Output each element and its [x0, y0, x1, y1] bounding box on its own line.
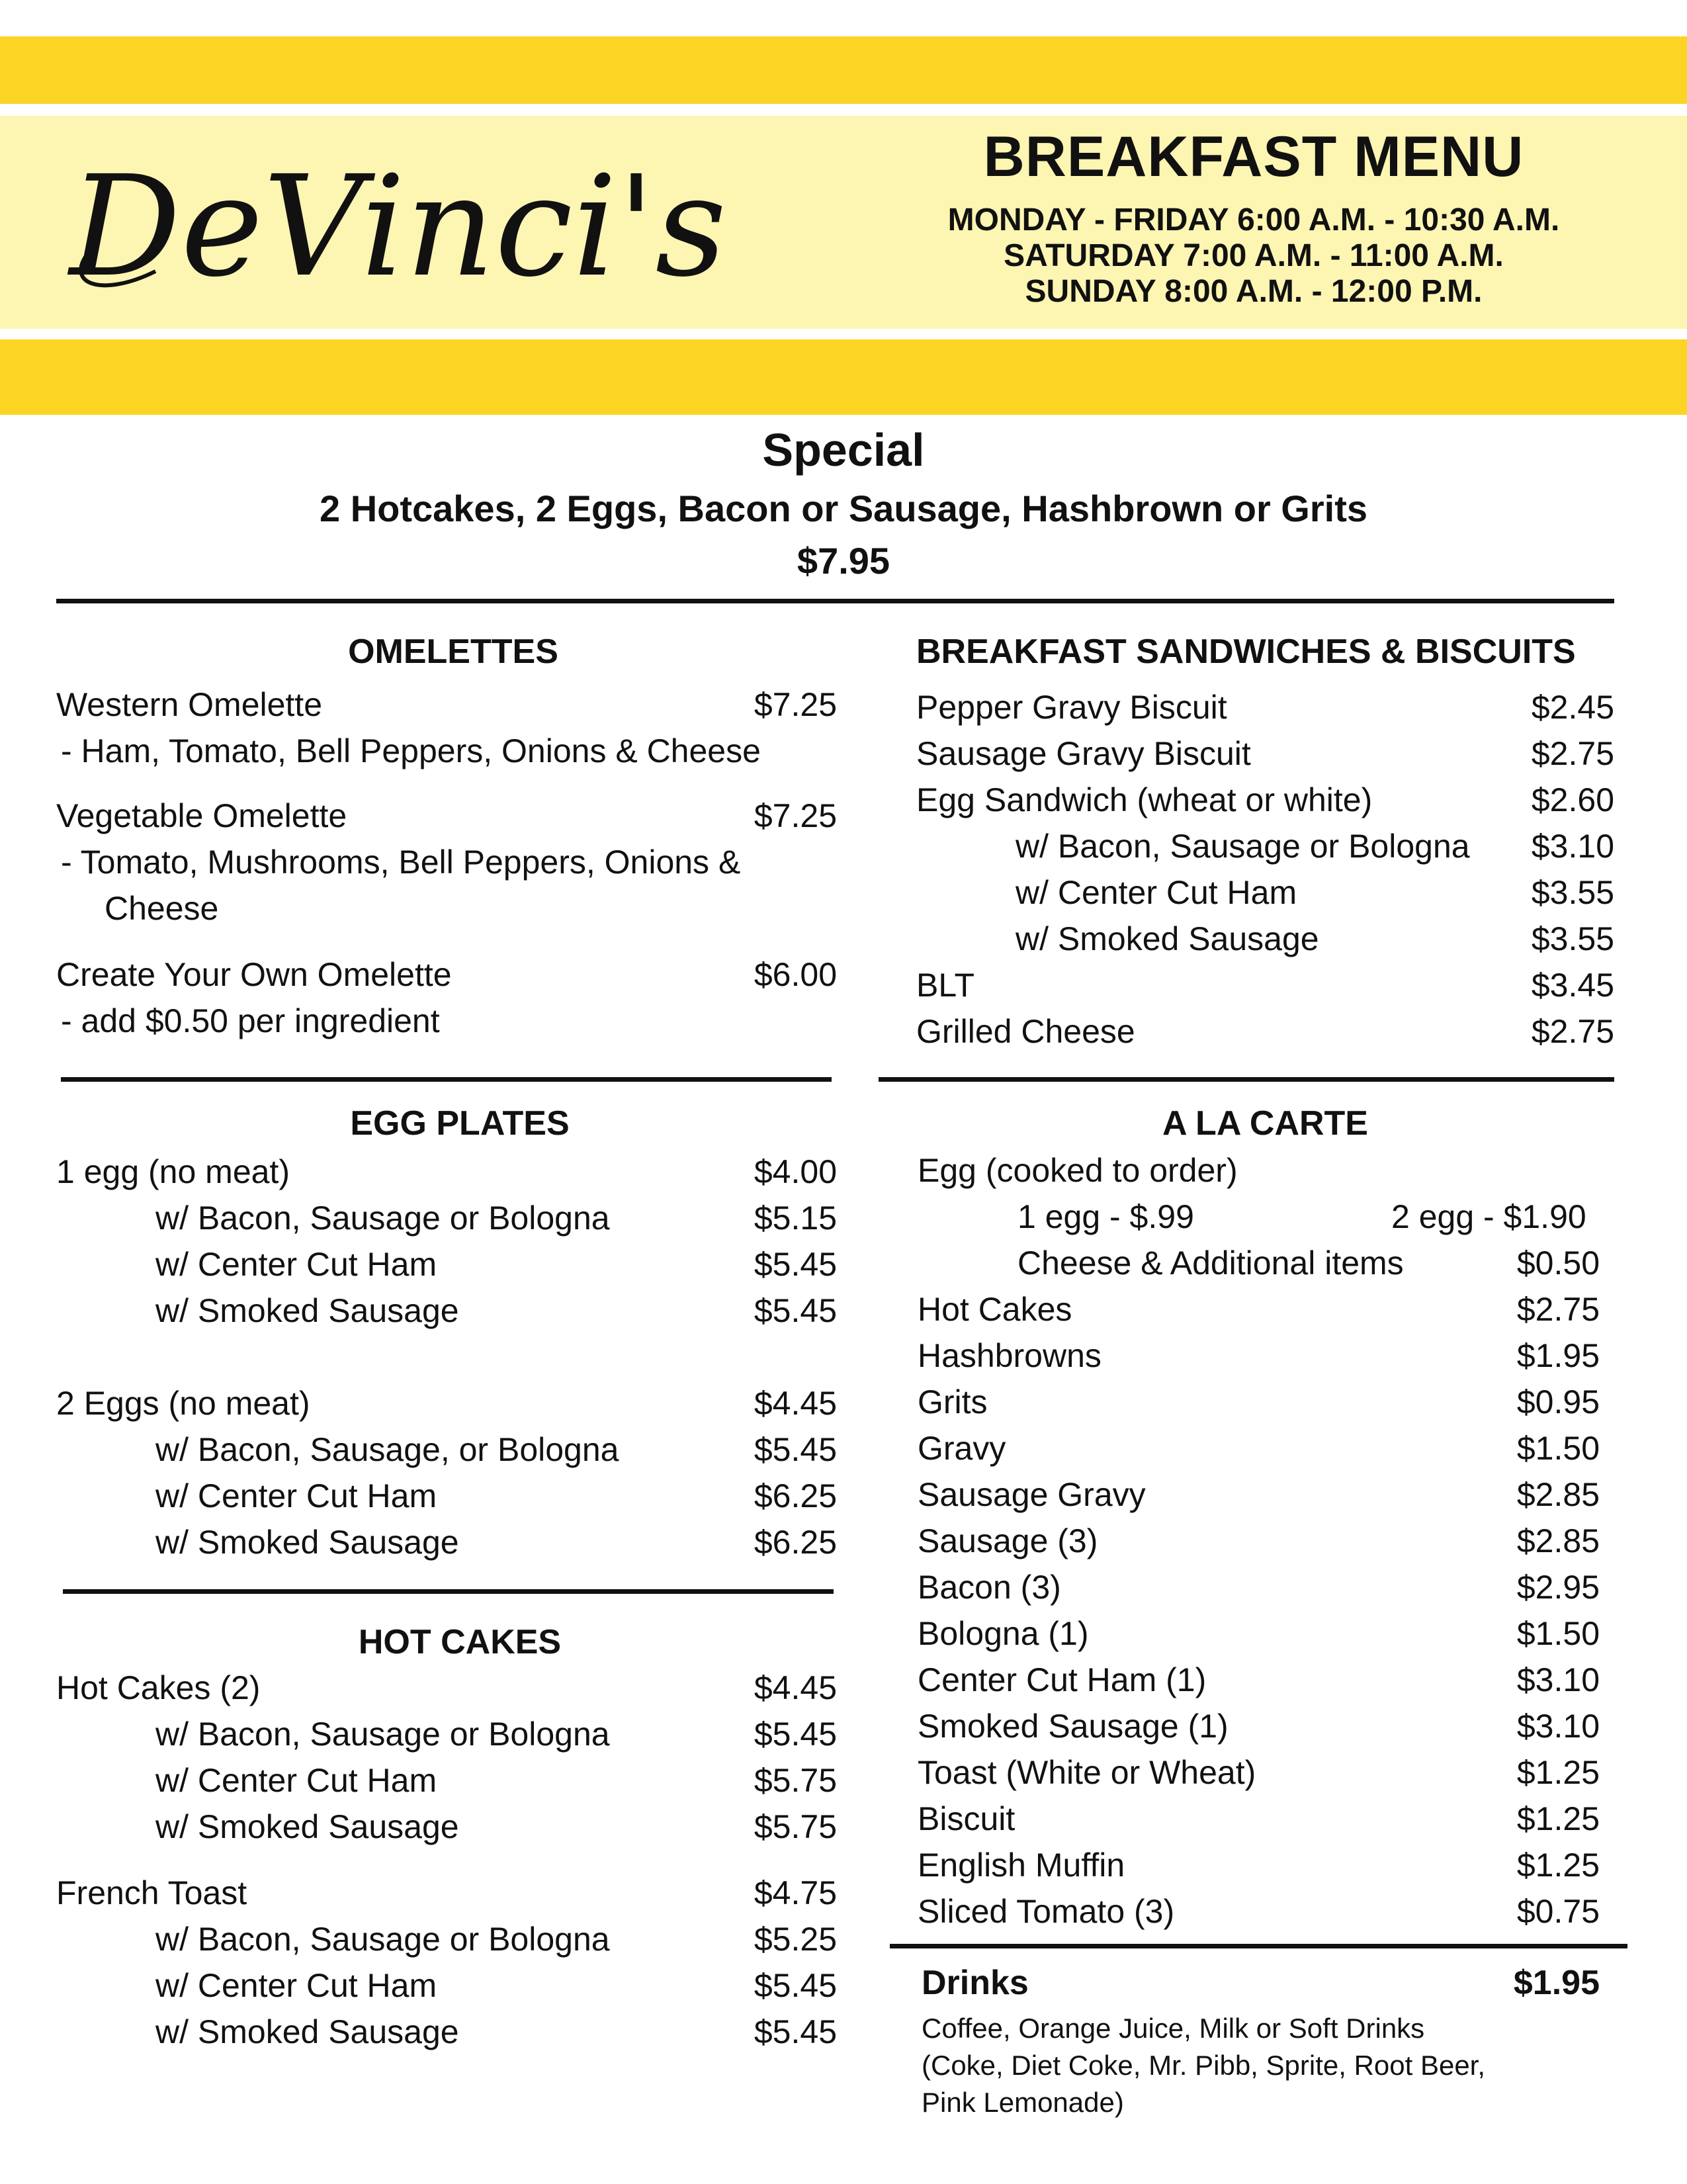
item-name: Sliced Tomato (3) — [918, 1893, 1175, 1930]
menu-option — [155, 2013, 837, 2059]
item-description-continued: Cheese — [105, 890, 219, 927]
item-name: Sausage Gravy Biscuit — [916, 735, 1251, 772]
item-name: Western Omelette — [56, 686, 323, 723]
item-price: $1.25 — [1516, 1847, 1600, 1884]
item-name: Hot Cakes (2) — [56, 1669, 261, 1706]
menu-option — [155, 1715, 837, 1761]
menu-item — [56, 1153, 837, 1199]
menu-item — [56, 1874, 837, 1920]
option-name: w/ Smoked Sausage — [155, 2013, 459, 2050]
hours-sunday: SUNDAY 8:00 A.M. - 12:00 P.M. — [1025, 274, 1483, 309]
item-price: $3.10 — [1516, 1708, 1600, 1745]
menu-item — [916, 1012, 1614, 1059]
logo-text: DeVinci's — [69, 146, 727, 308]
item-name: Smoked Sausage (1) — [918, 1708, 1229, 1745]
special-title: Special — [762, 424, 925, 476]
devincis-logo — [63, 119, 764, 324]
option-name: w/ Bacon, Sausage or Bologna — [155, 1716, 610, 1753]
drinks-description — [922, 2010, 1485, 2121]
item-price: $7.25 — [754, 686, 837, 723]
egg-plates-heading: EGG PLATES — [350, 1104, 570, 1143]
divider — [63, 1589, 834, 1594]
item-price: $2.95 — [1516, 1569, 1600, 1606]
menu-option — [155, 1430, 837, 1477]
item-name: Grilled Cheese — [916, 1013, 1135, 1050]
menu-item — [918, 1383, 1600, 1429]
two-egg-price: 2 egg - $1.90 — [1391, 1198, 1586, 1235]
menu-item — [918, 1522, 1600, 1568]
item-name: 2 Eggs (no meat) — [56, 1385, 310, 1422]
item-price: $4.45 — [754, 1385, 837, 1422]
hours-saturday: SATURDAY 7:00 A.M. - 11:00 A.M. — [1004, 238, 1504, 273]
option-price: $5.25 — [754, 1921, 837, 1958]
item-price: $2.45 — [1531, 689, 1614, 726]
option-name: w/ Bacon, Sausage or Bologna — [155, 1200, 610, 1237]
option-name: w/ Center Cut Ham — [1016, 874, 1297, 911]
item-name: Sausage Gravy — [918, 1476, 1146, 1513]
divider — [879, 1077, 1614, 1082]
item-price: $2.60 — [1531, 781, 1614, 818]
option-name: w/ Bacon, Sausage or Bologna — [1016, 828, 1470, 865]
menu-item — [918, 1290, 1600, 1336]
menu-option — [155, 1920, 837, 1966]
option-price: $0.50 — [1516, 1245, 1600, 1282]
item-price: $1.95 — [1516, 1337, 1600, 1374]
item-name: French Toast — [56, 1874, 247, 1911]
a-la-carte-heading: A LA CARTE — [1162, 1104, 1368, 1143]
option-name: w/ Smoked Sausage — [155, 1524, 459, 1561]
menu-item — [916, 966, 1614, 1012]
menu-item — [918, 1336, 1600, 1383]
item-price: $3.45 — [1531, 967, 1614, 1004]
item-price: $4.00 — [754, 1153, 837, 1190]
option-price: $3.55 — [1531, 920, 1614, 957]
menu-item — [918, 1568, 1600, 1614]
option-name: w/ Center Cut Ham — [155, 1477, 437, 1514]
item-price: $7.25 — [754, 797, 837, 834]
drinks-line: (Coke, Diet Coke, Mr. Pibb, Sprite, Root Beer, — [922, 2050, 1486, 2081]
item-name: Sausage (3) — [918, 1522, 1098, 1559]
drinks-line: Coffee, Orange Juice, Milk or Soft Drinks — [922, 2013, 1425, 2044]
hot-cakes-heading: HOT CAKES — [358, 1623, 562, 1661]
item-price: $1.25 — [1516, 1754, 1600, 1791]
egg-label: Egg (cooked to order) — [918, 1152, 1238, 1189]
option-price: $5.45 — [754, 1431, 837, 1468]
menu-option — [155, 1808, 837, 1854]
option-price: $5.45 — [754, 1292, 837, 1329]
item-name: Gravy — [918, 1430, 1006, 1467]
item-price: $2.85 — [1516, 1522, 1600, 1559]
menu-option — [155, 1245, 837, 1291]
item-price: $2.75 — [1516, 1291, 1600, 1328]
option-name: w/ Center Cut Ham — [155, 1762, 437, 1799]
menu-item — [56, 1384, 837, 1430]
menu-option — [155, 1966, 837, 2013]
menu-item — [916, 688, 1614, 734]
menu-item — [56, 685, 837, 732]
menu-item — [918, 1661, 1600, 1707]
item-price: $6.00 — [754, 956, 837, 993]
item-name: Egg Sandwich (wheat or white) — [916, 781, 1373, 818]
option-price: $5.75 — [754, 1762, 837, 1799]
option-price: $6.25 — [754, 1524, 837, 1561]
divider — [890, 1944, 1627, 1948]
item-name: Grits — [918, 1383, 988, 1420]
menu-option — [155, 1477, 837, 1523]
item-description: - add $0.50 per ingredient — [61, 1002, 440, 1039]
menu-item — [918, 1614, 1600, 1661]
drinks-heading: Drinks — [922, 1964, 1029, 2002]
divider — [56, 599, 1614, 603]
menu-option — [1016, 920, 1614, 966]
menu-option — [155, 1761, 837, 1808]
item-name: Create Your Own Omelette — [56, 956, 452, 993]
one-egg-price: 1 egg - $.99 — [1017, 1198, 1194, 1235]
option-price: $5.15 — [754, 1200, 837, 1237]
sandwiches-heading: BREAKFAST SANDWICHES & BISCUITS — [916, 633, 1576, 671]
drinks-price: $1.95 — [1513, 1964, 1600, 2002]
hours-weekday: MONDAY - FRIDAY 6:00 A.M. - 10:30 A.M. — [947, 202, 1560, 238]
menu-item — [918, 1892, 1600, 1939]
item-name: Bacon (3) — [918, 1569, 1061, 1606]
menu-option — [1016, 873, 1614, 920]
menu-item — [916, 734, 1614, 781]
option-price: $5.45 — [754, 2013, 837, 2050]
option-price: $6.25 — [754, 1477, 837, 1514]
item-price: $1.50 — [1516, 1615, 1600, 1652]
menu-title: BREAKFAST MENU — [983, 125, 1524, 189]
menu-item — [918, 1475, 1600, 1522]
option-name: w/ Center Cut Ham — [155, 1246, 437, 1283]
item-price: $0.75 — [1516, 1893, 1600, 1930]
option-name: w/ Bacon, Sausage, or Bologna — [155, 1431, 619, 1468]
item-price: $2.75 — [1531, 735, 1614, 772]
option-price: $5.45 — [754, 1716, 837, 1753]
option-price: $5.75 — [754, 1808, 837, 1845]
option-name: w/ Smoked Sausage — [155, 1808, 459, 1845]
menu-option — [1017, 1244, 1600, 1290]
option-name: Cheese & Additional items — [1017, 1245, 1404, 1282]
item-description: - Tomato, Mushrooms, Bell Peppers, Onions & — [61, 844, 741, 881]
item-name: Pepper Gravy Biscuit — [916, 689, 1227, 726]
opening-hours — [860, 202, 1647, 310]
item-price: $4.75 — [754, 1874, 837, 1911]
item-price: $2.85 — [1516, 1476, 1600, 1513]
header-top-band — [0, 36, 1687, 104]
item-price: $2.75 — [1531, 1013, 1614, 1050]
option-name: w/ Center Cut Ham — [155, 1967, 437, 2004]
menu-option — [1016, 827, 1614, 873]
option-name: w/ Smoked Sausage — [155, 1292, 459, 1329]
menu-item — [918, 1707, 1600, 1753]
option-price: $3.10 — [1531, 828, 1614, 865]
item-description: - Ham, Tomato, Bell Peppers, Onions & Cheese — [61, 732, 761, 769]
menu-item — [918, 1800, 1600, 1846]
special-price: $7.95 — [797, 540, 890, 582]
menu-item — [918, 1846, 1600, 1892]
item-price: $0.95 — [1516, 1383, 1600, 1420]
menu-item — [56, 1669, 837, 1715]
omelettes-heading: OMELETTES — [348, 633, 558, 671]
header-bottom-band — [0, 339, 1687, 415]
item-name: English Muffin — [918, 1847, 1125, 1884]
item-name: Biscuit — [918, 1800, 1016, 1837]
drinks-line: Pink Lemonade) — [922, 2087, 1124, 2118]
menu-item — [918, 1753, 1600, 1800]
item-name: Bologna (1) — [918, 1615, 1089, 1652]
menu-option — [155, 1199, 837, 1245]
menu-item — [918, 1429, 1600, 1475]
item-name: Hot Cakes — [918, 1291, 1072, 1328]
item-name: 1 egg (no meat) — [56, 1153, 290, 1190]
menu-option — [155, 1523, 837, 1569]
option-price: $3.55 — [1531, 874, 1614, 911]
menu-item — [916, 781, 1614, 827]
item-name: Vegetable Omelette — [56, 797, 347, 834]
menu-item — [56, 955, 837, 1002]
item-price: $3.10 — [1516, 1661, 1600, 1698]
item-name: BLT — [916, 967, 974, 1004]
item-price: $1.25 — [1516, 1800, 1600, 1837]
item-name: Hashbrowns — [918, 1337, 1102, 1374]
option-name: w/ Bacon, Sausage or Bologna — [155, 1921, 610, 1958]
option-name: w/ Smoked Sausage — [1016, 920, 1319, 957]
menu-option — [155, 1291, 837, 1338]
item-price: $1.50 — [1516, 1430, 1600, 1467]
menu-item — [56, 797, 837, 843]
option-price: $5.45 — [754, 1246, 837, 1283]
item-name: Center Cut Ham (1) — [918, 1661, 1207, 1698]
item-name: Toast (White or Wheat) — [918, 1754, 1256, 1791]
option-price: $5.45 — [754, 1967, 837, 2004]
divider — [61, 1077, 832, 1082]
item-price: $4.45 — [754, 1669, 837, 1706]
special-description: 2 Hotcakes, 2 Eggs, Bacon or Sausage, Hashbrown or Grits — [319, 488, 1368, 529]
